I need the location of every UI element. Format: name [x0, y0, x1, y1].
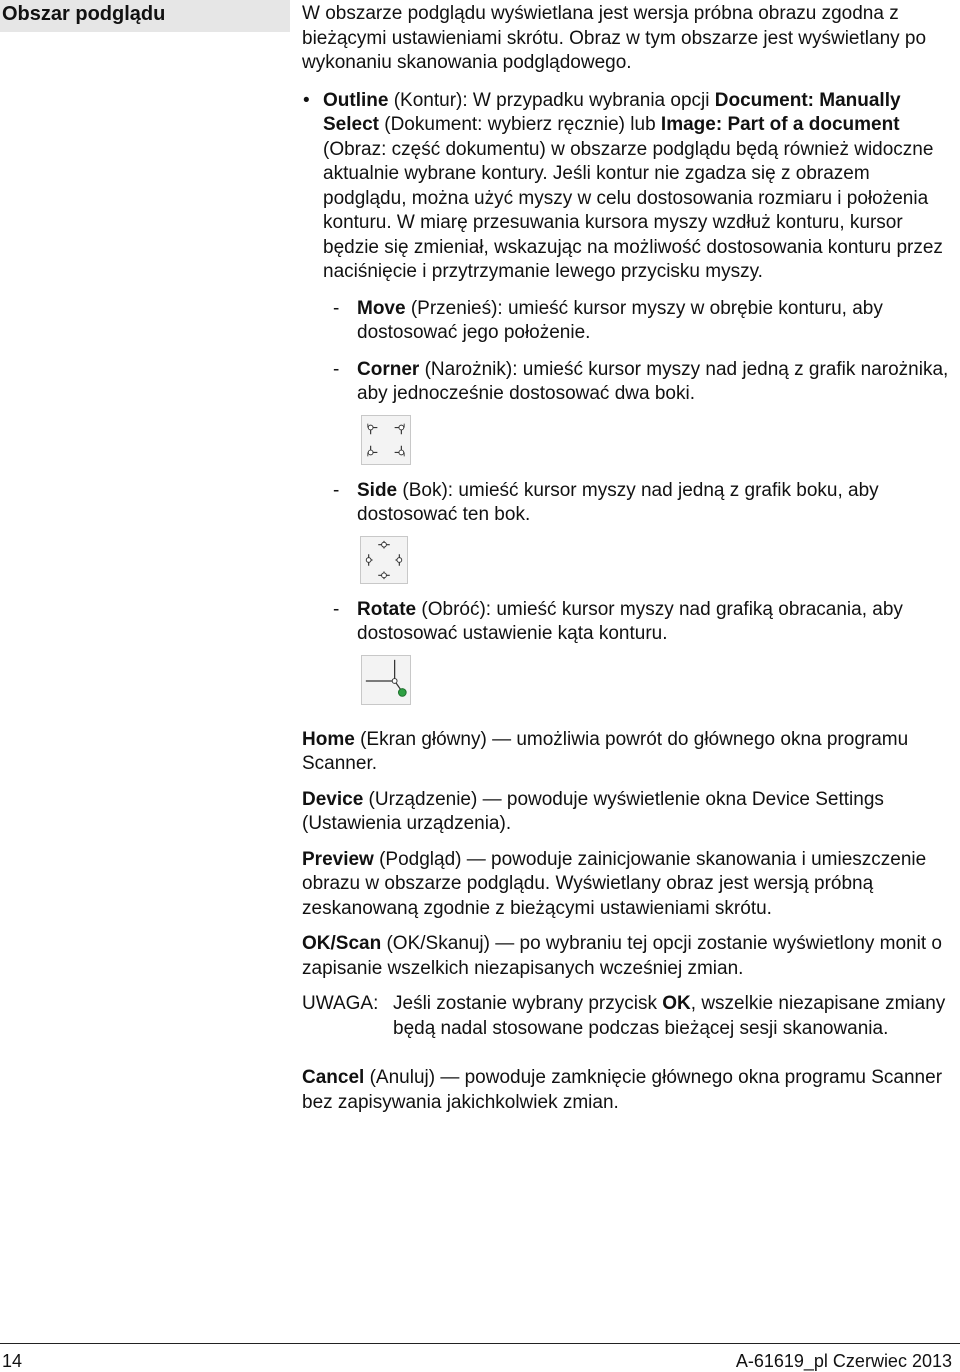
preview-paragraph: [302, 848, 954, 922]
outline-term: Outline: [323, 89, 389, 111]
side-handles-icon: [360, 536, 408, 584]
corner-item: [323, 358, 954, 407]
move-term: Move: [357, 297, 406, 319]
outline-text-1: (Kontur): W przypadku wybrania opcji: [388, 89, 715, 111]
corner-text: (Narożnik): umieść kursor myszy nad jedną z grafik narożnika, aby jednocześnie dostosować dwa boki.: [357, 358, 949, 404]
cancel-paragraph: [302, 1066, 954, 1115]
device-text: (Urządzenie) — powoduje wyświetlenie okna Device Settings (Ustawienia urządzenia).: [302, 788, 884, 834]
corner-term: Corner: [357, 358, 420, 380]
home-text: (Ekran główny) — umożliwia powrót do głównego okna programu Scanner.: [302, 728, 909, 774]
note-text-2: , wszelkie niezapisane zmiany będą nadal stosowane podczas bieżącej sesji skanowania.: [393, 993, 946, 1039]
bullet-marker: •: [303, 89, 310, 111]
move-text: (Przenieś): umieść kursor myszy w obrębie konturu, aby dostosować jego położenie.: [357, 297, 883, 343]
outline-text-2: (Dokument: wybierz ręcznie) lub: [378, 114, 661, 135]
image-part-term: Image: Part of a document: [660, 114, 900, 135]
document-id: A-61619_pl Czerwiec 2013: [735, 1351, 952, 1371]
okscan-term: OK/Scan: [302, 933, 382, 954]
side-text: (Bok): umieść kursor myszy nad jedną z grafik boku, aby dostosować ten bok.: [357, 479, 879, 525]
page-number: 14: [2, 1351, 23, 1371]
preview-text: (Podgląd) — powoduje zainicjowanie skanowania i umieszczenie obrazu w obszarze podglądu. Wyświetlany obraz jest wersją próbną zeskanowaną zgodnie z bieżącymi ustawieniami skrótu.: [302, 848, 927, 919]
intro-paragraph: W obszarze podglądu wyświetlana jest wersja próbna obrazu zgodna z bieżącymi ustawieniami skrótu. Obraz w tym obszarze jest wyświetlany po wykonaniu skanowania podglądowego.: [302, 3, 927, 73]
rotate-handle-icon: [361, 655, 411, 705]
okscan-text: (OK/Skanuj) — po wybraniu tej opcji zostanie wyświetlony monit o zapisanie wszelkich niezapisanych wcześniej zmian.: [302, 933, 942, 979]
note-text-1: Jeśli zostanie wybrany przycisk: [393, 993, 663, 1014]
dash-marker: -: [333, 297, 340, 319]
section-title: Obszar podglądu: [0, 0, 290, 32]
home-paragraph: [302, 728, 954, 777]
document-manually-select-term: Document: Manually Select: [323, 89, 901, 135]
side-term: Side: [357, 479, 398, 501]
okscan-paragraph: [302, 932, 954, 981]
dash-marker: -: [333, 598, 340, 620]
cancel-text: (Anuluj) — powoduje zamknięcie głównego okna programu Scanner bez zapisywania jakichkolwiek zmian.: [302, 1067, 943, 1113]
move-item: [323, 297, 954, 346]
rotate-term: Rotate: [357, 598, 417, 620]
cancel-term: Cancel: [302, 1067, 365, 1088]
outline-text-3: (Obraz: część dokumentu) w obszarze podglądu będą również widoczne aktualnie wybrane kontury. Jeśli kontur nie zgadza się z obrazem podglądu, można użyć myszy w celu dostosowania rozmiaru i położenia konturu. W miarę przesuwania kursora myszy wzdłuż konturu, kursor będzie się zmieniał, wskazując na możliwość dostosowania konturu przez naciśnięcie i przytrzymanie lewego przycisku myszy.: [323, 138, 943, 282]
outline-bullet-item: [302, 89, 954, 285]
dash-marker: -: [333, 479, 340, 501]
note-label: UWAGA:: [302, 993, 379, 1014]
home-term: Home: [302, 728, 355, 750]
rotate-item: [323, 598, 954, 647]
main-content: [302, 2, 954, 1115]
dash-marker: -: [333, 358, 340, 380]
preview-term: Preview: [302, 848, 374, 870]
footer-divider: [0, 1343, 960, 1344]
device-term: Device: [302, 788, 364, 810]
ok-term: OK: [662, 993, 691, 1014]
corner-handles-icon: [361, 415, 411, 465]
side-item: [323, 479, 954, 528]
device-paragraph: [302, 788, 954, 837]
note-block: [302, 992, 954, 1041]
rotate-text: (Obróć): umieść kursor myszy nad grafiką obracania, aby dostosować ustawienie kąta konturu.: [357, 598, 903, 644]
